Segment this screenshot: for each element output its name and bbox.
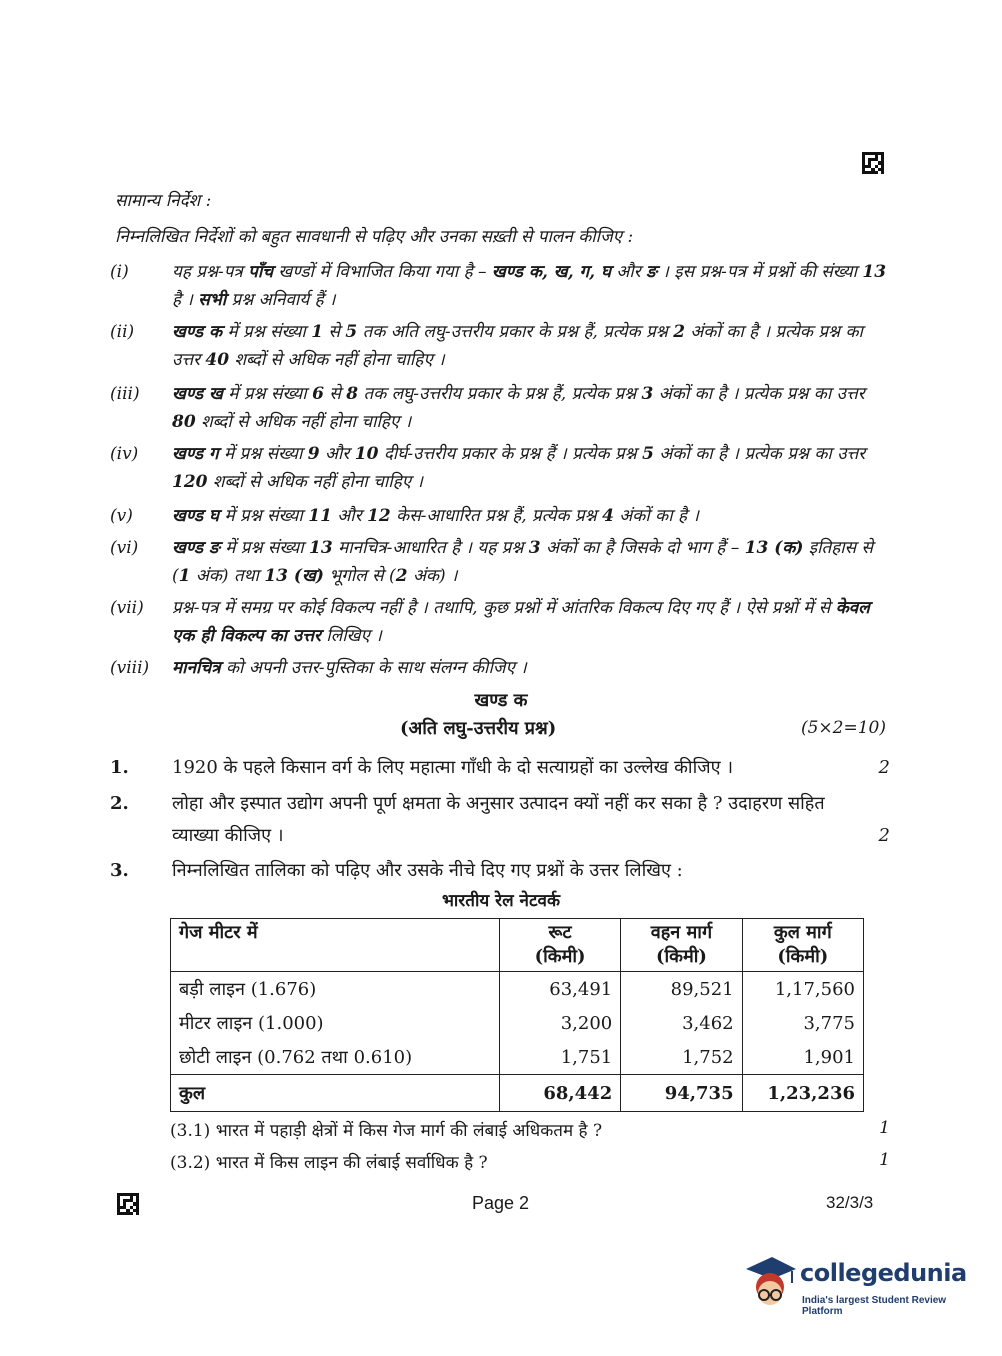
instruction-number: (i): [110, 262, 129, 282]
table-title: भारतीय रेल नेटवर्क: [441, 891, 561, 911]
subquestion-number: (3.1): [170, 1121, 216, 1141]
rail-network-table: [170, 918, 864, 1112]
subquestion-number: (3.2): [170, 1153, 216, 1173]
table-cell: 3,775: [742, 1006, 863, 1040]
table-header-row: [171, 919, 864, 972]
table-cell: 1,751: [499, 1040, 620, 1075]
subquestion-text: भारत में किस लाइन की लंबाई सर्वाधिक है ?: [215, 1153, 488, 1173]
table-cell: 3,200: [499, 1006, 620, 1040]
instruction-number: (vi): [110, 538, 139, 558]
table-total-cell: 94,735: [621, 1075, 742, 1112]
subquestion-marks: 1: [879, 1118, 890, 1138]
general-instructions-title: सामान्य निर्देश :: [115, 191, 212, 211]
table-total-cell: 1,23,236: [742, 1075, 863, 1112]
section-marks: (5×2=10): [800, 718, 886, 738]
page-number: Page 2: [472, 1193, 530, 1213]
subquestion-item: [170, 1150, 890, 1173]
table-cell: 63,491: [499, 972, 620, 1007]
collegedunia-logo: [742, 1255, 972, 1315]
instruction-text: खण्ड ङ में प्रश्न संख्या 13 मानचित्र-आधारित है । यह प्रश्न 3 अंकों का है जिसके दो भाग हैं – 13 (क) इतिहास से (1 अंक) तथा 13 (ख) भूगोल से (2 अंक) ।: [172, 538, 874, 586]
instruction-number: (v): [110, 506, 133, 526]
question-number: 3.: [110, 860, 129, 881]
question-text: 1920 के पहले किसान वर्ग के लिए महात्मा गाँधी के दो सत्याग्रहों का उल्लेख कीजिए ।: [172, 757, 734, 778]
instructions-intro: निम्नलिखित निर्देशों को बहुत सावधानी से पढ़िए और उनका सख़्ती से पालन कीजिए :: [115, 227, 634, 247]
section-subtitle: (अति लघु-उत्तरीय प्रश्न): [400, 718, 557, 739]
header-total-track: कुल मार्ग (किमी): [742, 919, 863, 972]
question-number: 1.: [110, 757, 129, 778]
question-text: लोहा और इस्पात उद्योग अपनी पूर्ण क्षमता के अनुसार उत्पादन क्यों नहीं कर सका है ? उदाहरण सहित व्याख्या कीजिए ।: [172, 793, 825, 846]
qr-code-icon: [117, 1193, 139, 1215]
question-text: निम्नलिखित तालिका को पढ़िए और उसके नीचे दिए गए प्रश्नों के उत्तर लिखिए :: [172, 860, 683, 881]
instruction-number: (viii): [110, 658, 150, 678]
section-title: खण्ड क: [474, 690, 528, 711]
header-route: रूट (किमी): [499, 919, 620, 972]
header-running-track: वहन मार्ग (किमी): [621, 919, 742, 972]
question-marks: 2: [878, 757, 890, 778]
instruction-text: प्रश्न-पत्र में समग्र पर कोई विकल्प नहीं है । तथापि, कुछ प्रश्नों में आंतरिक विकल्प दिए गए हैं । ऐसे प्रश्नों में से केवल एक ही विकल्प का उत्तर लिखिए ।: [172, 598, 870, 646]
table-cell: 3,462: [621, 1006, 742, 1040]
brand-tagline: India's largest Student Review Platform: [802, 1295, 947, 1317]
table-cell: 1,752: [621, 1040, 742, 1075]
subquestion-marks: 1: [879, 1150, 890, 1170]
subquestion-item: [170, 1118, 890, 1141]
subquestion-text: भारत में पहाड़ी क्षेत्रों में किस गेज मार्ग की लंबाई अधिकतम है ?: [215, 1121, 603, 1141]
table-cell: 1,17,560: [742, 972, 863, 1007]
table-total-row: [171, 1075, 864, 1112]
table-cell: बड़ी लाइन (1.676): [171, 972, 500, 1007]
instruction-number: (iii): [110, 384, 140, 404]
table-row: [171, 1006, 864, 1040]
table-row: [171, 1040, 864, 1075]
instruction-number: (iv): [110, 444, 139, 464]
table-cell: छोटी लाइन (0.762 तथा 0.610): [171, 1040, 500, 1075]
instruction-text: मानचित्र को अपनी उत्तर-पुस्तिका के साथ संलग्न कीजिए ।: [172, 658, 527, 678]
table-total-cell: 68,442: [499, 1075, 620, 1112]
brand-name: collegedunia: [800, 1259, 967, 1287]
instruction-number: (vii): [110, 598, 144, 618]
question-marks: 2: [878, 825, 890, 846]
instruction-number: (ii): [110, 322, 135, 342]
table-total-cell: कुल: [171, 1075, 500, 1112]
question-number: 2.: [110, 793, 129, 814]
instruction-text: खण्ड ग में प्रश्न संख्या 9 और 10 दीर्घ-उत्तरीय प्रकार के प्रश्न हैं । प्रत्येक प्रश्न 5 अंकों का है । प्रत्येक प्रश्न का उत्तर 120 शब्दों से अधिक नहीं होना चाहिए ।: [172, 444, 866, 492]
qr-code-icon: [862, 152, 884, 174]
instruction-text: खण्ड क में प्रश्न संख्या 1 से 5 तक अति लघु-उत्तरीय प्रकार के प्रश्न हैं, प्रत्येक प्रश्न 2 अंकों का है । प्रत्येक प्रश्न का उत्तर 40 शब्दों से अधिक नहीं होना चाहिए ।: [172, 322, 863, 370]
paper-code: 32/3/3: [826, 1193, 874, 1212]
table-cell: 1,901: [742, 1040, 863, 1075]
instruction-text: खण्ड ख में प्रश्न संख्या 6 से 8 तक लघु-उत्तरीय प्रकार के प्रश्न हैं, प्रत्येक प्रश्न 3 अंकों का है । प्रत्येक प्रश्न का उत्तर 80 शब्दों से अधिक नहीं होना चाहिए ।: [172, 384, 865, 432]
table-cell: 89,521: [621, 972, 742, 1007]
instruction-text: खण्ड घ में प्रश्न संख्या 11 और 12 केस-आधारित प्रश्न हैं, प्रत्येक प्रश्न 4 अंकों का है ।: [172, 506, 699, 526]
table-row: [171, 972, 864, 1007]
instruction-text: यह प्रश्न-पत्र पाँच खण्डों में विभाजित किया गया है – खण्ड क, ख, ग, घ और ङ । इस प्रश्न-पत्र में प्रश्नों की संख्या 13 है । सभी प्रश्न अनिवार्य हैं ।: [172, 262, 887, 310]
mascot-icon: [742, 1255, 798, 1315]
header-gauge: गेज मीटर में: [171, 919, 500, 972]
table-cell: मीटर लाइन (1.000): [171, 1006, 500, 1040]
